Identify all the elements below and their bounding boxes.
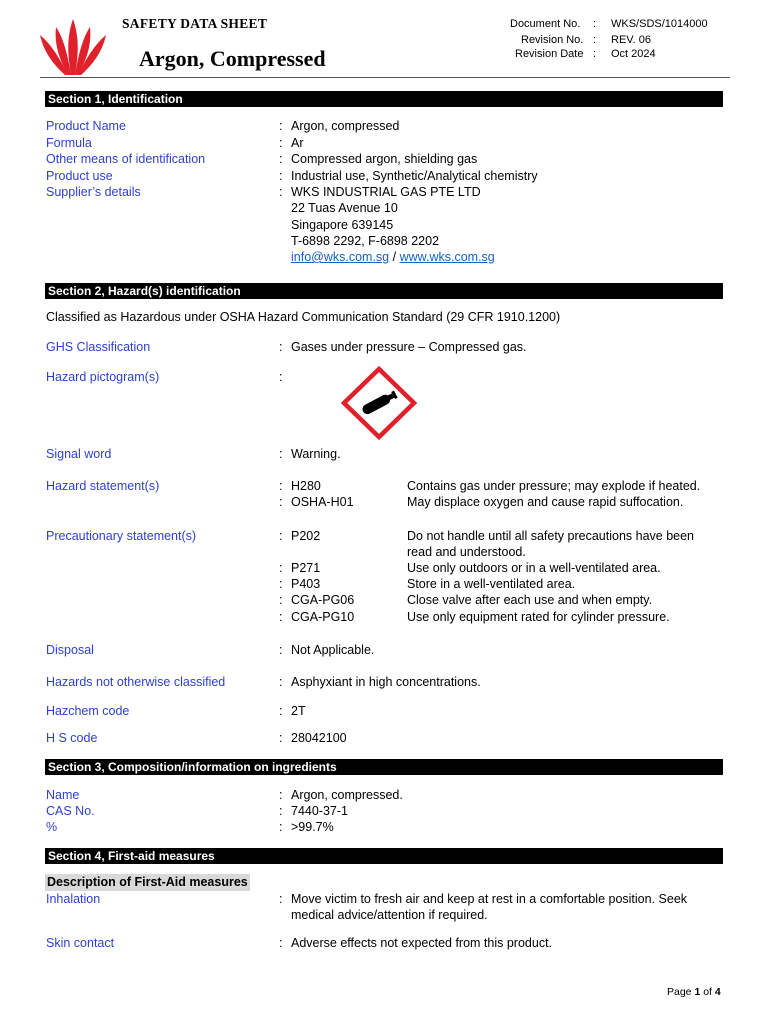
gas-cylinder-pictogram-icon	[341, 366, 417, 440]
colon: :	[279, 185, 283, 199]
page-title: Argon, Compressed	[139, 46, 326, 71]
colon: :	[279, 675, 283, 689]
colon: :	[279, 936, 283, 950]
colon: :	[279, 704, 283, 718]
colon: :	[279, 136, 283, 150]
value-supplier: WKS INDUSTRIAL GAS PTE LTD	[291, 185, 481, 199]
value-hazchem-code: 2T	[291, 704, 306, 718]
header-divider	[40, 77, 730, 78]
page-prefix: Page	[667, 986, 692, 998]
precaution-text: Do not handle until all safety precautions have been	[407, 529, 694, 543]
colon: :	[279, 892, 283, 906]
email-link[interactable]: info@wks.com.sg	[291, 250, 390, 264]
colon: :	[279, 370, 283, 384]
hazard-code: H280	[291, 479, 321, 493]
label-inhalation: Inhalation	[46, 892, 101, 906]
first-aid-subheading: Description of First-Aid measures	[47, 875, 248, 889]
precaution-text: Close valve after each use and when empty.	[407, 593, 653, 607]
value-inhalation-cont: medical advice/attention if required.	[291, 908, 488, 922]
value-hnoc: Asphyxiant in high concentrations.	[291, 675, 481, 689]
label-other-means: Other means of identification	[46, 152, 206, 166]
label-ghs-classification: GHS Classification	[46, 340, 151, 354]
supplier-address-line: 22 Tuas Avenue 10	[291, 201, 398, 215]
precaution-code: P403	[291, 577, 321, 591]
label-percent: %	[46, 820, 58, 834]
colon: :	[279, 169, 283, 183]
page-of: of	[703, 986, 712, 998]
label-disposal: Disposal	[46, 643, 94, 657]
value-ingredient-name: Argon, compressed.	[291, 788, 403, 802]
page-current: 1	[694, 986, 701, 998]
website-link[interactable]: www.wks.com.sg	[399, 250, 495, 264]
value-other-means: Compressed argon, shielding gas	[291, 152, 478, 166]
section-1-heading: Section 1, Identification	[45, 91, 723, 107]
label-hazchem-code: Hazchem code	[46, 704, 130, 718]
colon: :	[279, 804, 283, 818]
precaution-code: P202	[291, 529, 321, 543]
colon: :	[279, 495, 283, 509]
supplier-address-line: Singapore 639145	[291, 218, 394, 232]
page-number	[667, 986, 721, 998]
precaution-text: Store in a well-ventilated area.	[407, 577, 576, 591]
meta-colon: :	[593, 34, 597, 46]
label-hnoc: Hazards not otherwise classified	[46, 675, 226, 689]
label-ingredient-name: Name	[46, 788, 80, 802]
colon: :	[279, 119, 283, 133]
label-product-name: Product Name	[46, 119, 126, 133]
label-hazard-pictogram: Hazard pictogram(s)	[46, 370, 160, 384]
hazard-text: Contains gas under pressure; may explode if heated.	[407, 479, 701, 493]
doc-type: SAFETY DATA SHEET	[122, 16, 268, 31]
colon: :	[279, 561, 283, 575]
colon: :	[279, 731, 283, 745]
value-inhalation: Move victim to fresh air and keep at rest in a comfortable position. Seek	[291, 892, 688, 906]
colon: :	[279, 340, 283, 354]
value-percent: >99.7%	[291, 820, 334, 834]
value-ghs-classification: Gases under pressure – Compressed gas.	[291, 340, 527, 354]
meta-label-rev-date: Revision Date	[515, 48, 584, 60]
value-signal-word: Warning.	[291, 447, 341, 461]
label-hs-code: H S code	[46, 731, 98, 745]
supplier-phone: T-6898 2292, F-6898 2202	[291, 234, 440, 248]
value-formula: Ar	[291, 136, 304, 150]
meta-value-rev-date: Oct 2024	[611, 48, 656, 60]
precaution-code: CGA-PG10	[291, 610, 355, 624]
precaution-code: CGA-PG06	[291, 593, 355, 607]
company-logo	[38, 17, 108, 77]
hazard-code: OSHA-H01	[291, 495, 354, 509]
value-product-name: Argon, compressed	[291, 119, 400, 133]
supplier-contacts	[291, 250, 495, 264]
label-skin-contact: Skin contact	[46, 936, 115, 950]
meta-colon: :	[593, 18, 597, 30]
value-hs-code: 28042100	[291, 731, 347, 745]
colon: :	[279, 643, 283, 657]
label-cas-no: CAS No.	[46, 804, 95, 818]
precaution-code: P271	[291, 561, 321, 575]
precaution-text-cont: read and understood.	[407, 545, 526, 559]
colon: :	[279, 447, 283, 461]
value-cas-no: 7440-37-1	[291, 804, 348, 818]
meta-value-doc-no: WKS/SDS/1014000	[611, 18, 708, 30]
colon: :	[279, 529, 283, 543]
label-precautionary-statements: Precautionary statement(s)	[46, 529, 197, 543]
page-total: 4	[714, 986, 721, 998]
osha-classification-text: Classified as Hazardous under OSHA Hazard Communication Standard (29 CFR 1910.1200)	[46, 310, 561, 324]
meta-label-doc-no: Document No.	[510, 18, 581, 30]
colon: :	[279, 788, 283, 802]
colon: :	[279, 610, 283, 624]
precaution-text: Use only outdoors or in a well-ventilated area.	[407, 561, 661, 575]
meta-colon: :	[593, 48, 597, 60]
colon: :	[279, 577, 283, 591]
colon: :	[279, 593, 283, 607]
meta-value-rev-no: REV. 06	[611, 34, 651, 46]
section-2-heading: Section 2, Hazard(s) identification	[45, 283, 723, 299]
colon: :	[279, 152, 283, 166]
value-skin-contact: Adverse effects not expected from this product.	[291, 936, 553, 950]
section-4-heading: Section 4, First-aid measures	[45, 848, 723, 864]
link-separator: /	[392, 250, 397, 264]
colon: :	[279, 479, 283, 493]
hazard-text: May displace oxygen and cause rapid suffocation.	[407, 495, 684, 509]
label-formula: Formula	[46, 136, 92, 150]
colon: :	[279, 820, 283, 834]
precaution-text: Use only equipment rated for cylinder pressure.	[407, 610, 670, 624]
value-disposal: Not Applicable.	[291, 643, 375, 657]
section-3-heading: Section 3, Composition/information on ingredients	[45, 759, 723, 775]
label-product-use: Product use	[46, 169, 113, 183]
value-product-use: Industrial use, Synthetic/Analytical chemistry	[291, 169, 538, 183]
label-signal-word: Signal word	[46, 447, 112, 461]
label-supplier: Supplier’s details	[46, 185, 141, 199]
label-hazard-statements: Hazard statement(s)	[46, 479, 160, 493]
meta-label-rev-no: Revision No.	[521, 34, 584, 46]
